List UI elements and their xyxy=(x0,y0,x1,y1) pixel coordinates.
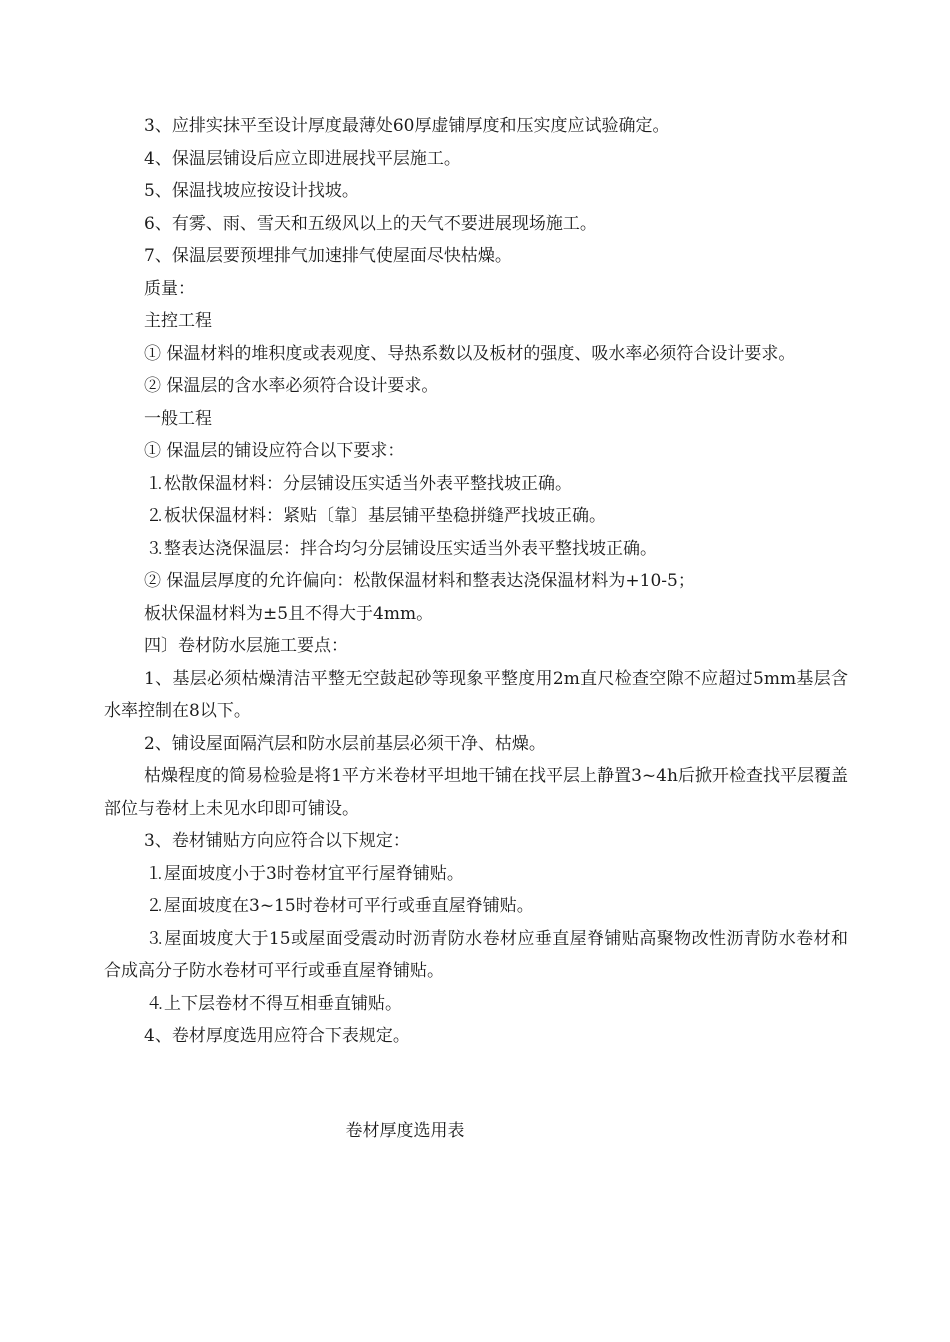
main-control-item-1: ① 保温材料的堆积度或表观度、导热系数以及板材的强度、吸水率必须符合设计要求。 xyxy=(144,343,796,364)
membrane-subitem-1: ⒈屋面坡度小于3时卷材宜平行屋脊铺贴。 xyxy=(147,863,464,884)
dryness-test: 枯燥程度的简易检验是将1平方米卷材平坦地干铺在找平层上静置3~4h后掀开检查找平层覆盖部位与卷材上未见水印即可铺设。 xyxy=(104,766,848,819)
general-item-2: ② 保温层厚度的允许偏向：松散保温材料和整表达浇保温材料为+10-5； xyxy=(144,571,695,591)
membrane-item-1: 1、基层必须枯燥清洁平整无空鼓起砂等现象平整度用2m直尺检查空隙不应超过5mm基层含水率控制在8以下。 xyxy=(104,668,848,721)
quality-heading: 质量： xyxy=(144,278,195,299)
document-body xyxy=(104,110,848,1053)
general-subitem-1: ⒈松散保温材料：分层铺设压实适当外表平整找坡正确。 xyxy=(147,473,572,494)
membrane-subitem-4: ⒋上下层卷材不得互相垂直铺贴。 xyxy=(147,993,402,1014)
main-control-item-2: ② 保温层的含水率必须符合设计要求。 xyxy=(144,376,439,396)
general-item-1: ① 保温层的铺设应符合以下要求： xyxy=(144,441,405,461)
table-caption-text: 卷材厚度选用表 xyxy=(345,1121,465,1141)
paragraph-4: 4、保温层铺设后应立即进展找平层施工。 xyxy=(144,148,461,169)
paragraph-5: 5、保温找坡应按设计找坡。 xyxy=(144,181,359,201)
membrane-subitem-3: ⒊屋面坡度大于15或屋面受震动时沥青防水卷材应垂直屋脊铺贴高聚物改性沥青防水卷材和合成高分子防水卷材可平行或垂直屋脊铺贴。 xyxy=(104,928,848,981)
membrane-item-4: 4、卷材厚度选用应符合下表规定。 xyxy=(144,1026,410,1046)
general-heading: 一般工程 xyxy=(144,408,212,429)
section-4-heading: 四〕卷材防水层施工要点： xyxy=(144,636,348,656)
general-item-2-cont: 板状保温材料为±5且不得大于4mm。 xyxy=(144,603,434,624)
paragraph-7: 7、保温层要预埋排气加速排气使屋面尽快枯燥。 xyxy=(144,246,512,266)
general-subitem-2: ⒉板状保温材料：紧贴〔靠〕基层铺平垫稳拼缝严找坡正确。 xyxy=(147,506,606,526)
general-subitem-3: ⒊整表达浇保温层：拌合均匀分层铺设压实适当外表平整找坡正确。 xyxy=(147,538,657,559)
membrane-item-3: 3、卷材铺贴方向应符合以下规定： xyxy=(144,831,410,851)
paragraph-6: 6、有雾、雨、雪天和五级风以上的天气不要进展现场施工。 xyxy=(144,213,597,234)
membrane-subitem-2: ⒉屋面坡度在3~15时卷材可平行或垂直屋脊铺贴。 xyxy=(147,896,534,916)
main-control-heading: 主控工程 xyxy=(144,311,212,331)
table-caption xyxy=(0,1115,950,1147)
paragraph-3: 3、应排实抹平至设计厚度最薄处60厚虚铺厚度和压实度应试验确定。 xyxy=(144,116,670,136)
membrane-item-2: 2、铺设屋面隔汽层和防水层前基层必须干净、枯燥。 xyxy=(144,733,546,754)
